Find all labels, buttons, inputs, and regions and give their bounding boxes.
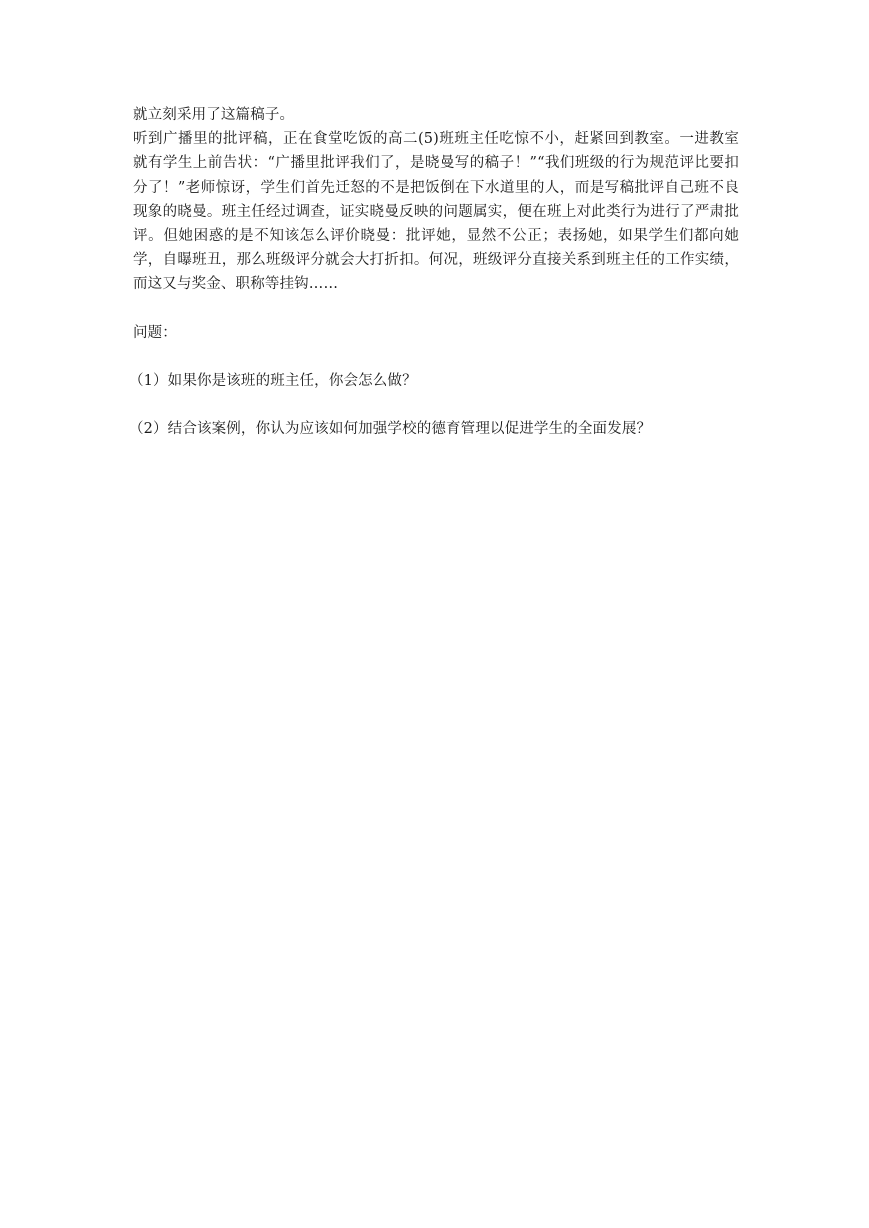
document-body [129, 103, 739, 441]
spacer [133, 393, 739, 417]
question-2: （2）结合该案例，你认为应该如何加强学校的德育管理以促进学生的全面发展？ [129, 421, 652, 438]
paragraph-continuation: 就立刻采用了这篇稿子。 [133, 107, 295, 123]
question-1: （1）如果你是该班的班主任，你会怎么做？ [129, 372, 417, 389]
spacer [133, 297, 739, 321]
questions-label: 问题： [133, 324, 177, 341]
spacer [133, 345, 739, 369]
paragraph-case-story: 听到广播里的批评稿，正在食堂吃饭的高二(5)班班主任吃惊不小，赶紧回到教室。一进教室就有学生上前告状：“广播里批评我们了，是晓曼写的稿子！”“我们班级的行为规范评比要扣分了！”老师惊讶，学生们首先迁怒的不是把饭倒在下水道里的人，而是写稿批评自己班不良现象的晓曼。班主任经过调查，证实晓曼反映的问题属实，便在班上对此类行为进行了严肃批评。但她困惑的是不知该怎么评价晓曼：批评她，显然不公正；表扬她，如果学生们都向她学，自曝班丑，那么班级评分就会大打折扣。何况，班级评分直接关系到班主任的工作实绩，而这又与奖金、职称等挂钩…… [133, 131, 739, 293]
